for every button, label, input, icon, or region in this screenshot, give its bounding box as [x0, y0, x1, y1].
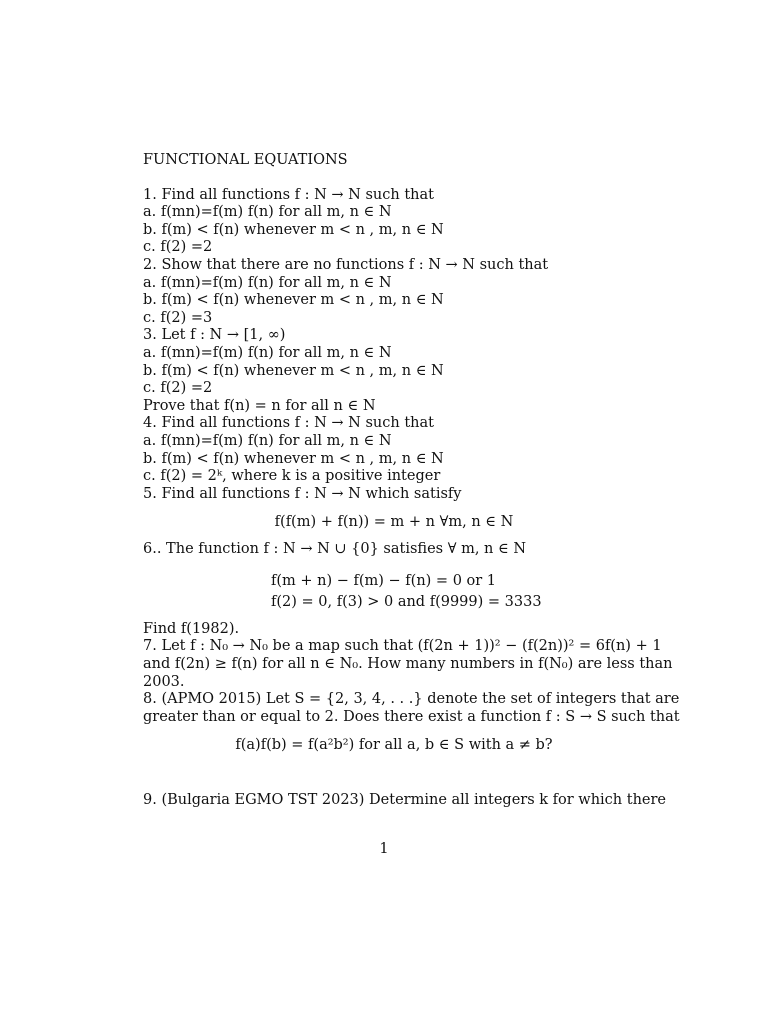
- problem-7-line-2: and f(2n) ≥ f(n) for all n ∈ N₀. How many numbers in f(N₀) are less than: [143, 656, 673, 673]
- problem-3-condition-c: c. f(2) =2: [143, 380, 213, 397]
- problem-4-condition-c: c. f(2) = 2ᵏ, where k is a positive integer: [143, 468, 441, 485]
- problem-4-statement: 4. Find all functions f : N → N such that: [143, 415, 434, 432]
- page-number: 1: [379, 841, 389, 857]
- problem-5-statement: 5. Find all functions f : N → N which satisfy: [143, 485, 462, 502]
- problem-1-condition-a: a. f(mn)=f(m) f(n) for all m, n ∈ N: [143, 204, 392, 221]
- problem-6-equation-1: f(m + n) − f(m) − f(n) = 0 or 1: [271, 572, 497, 589]
- problem-2-condition-c: c. f(2) =3: [143, 309, 213, 326]
- problem-8-line-2: greater than or equal to 2. Does there exist a function f : S → S such that: [143, 708, 680, 725]
- problem-2-condition-a: a. f(mn)=f(m) f(n) for all m, n ∈ N: [143, 274, 392, 291]
- problem-1-condition-c: c. f(2) =2: [143, 239, 213, 256]
- problem-4-condition-a: a. f(mn)=f(m) f(n) for all m, n ∈ N: [143, 432, 392, 449]
- problem-2-statement: 2. Show that there are no functions f : N → N such that: [143, 256, 549, 273]
- problem-9-line-1: 9. (Bulgaria EGMO TST 2023) Determine all integers k for which there: [143, 792, 667, 809]
- problem-1-condition-b: b. f(m) < f(n) whenever m < n , m, n ∈ N: [143, 221, 444, 238]
- document-body: [143, 152, 680, 810]
- problem-7-line-3: 2003.: [143, 673, 185, 690]
- problem-2-condition-b: b. f(m) < f(n) whenever m < n , m, n ∈ N: [143, 292, 444, 309]
- problem-7-line-1: 7. Let f : N₀ → N₀ be a map such that (f(2n + 1))² − (f(2n))² = 6f(n) + 1: [143, 638, 662, 655]
- page-title: FUNCTIONAL EQUATIONS: [143, 152, 348, 168]
- problem-8-equation: f(a)f(b) = f(a²b²) for all a, b ∈ S with a ≠ b?: [235, 737, 553, 754]
- problem-3-claim: Prove that f(n) = n for all n ∈ N: [143, 397, 376, 414]
- problem-6-equation-2: f(2) = 0, f(3) > 0 and f(9999) = 3333: [271, 593, 542, 610]
- problem-3-condition-b: b. f(m) < f(n) whenever m < n , m, n ∈ N: [143, 362, 444, 379]
- problem-5-equation: f(f(m) + f(n)) = m + n ∀m, n ∈ N: [274, 514, 514, 531]
- problem-4-condition-b: b. f(m) < f(n) whenever m < n , m, n ∈ N: [143, 450, 444, 467]
- problem-6-statement: 6.. The function f : N → N ∪ {0} satisfies ∀ m, n ∈ N: [143, 541, 527, 558]
- problem-6-question: Find f(1982).: [143, 620, 240, 637]
- problem-1-statement: 1. Find all functions f : N → N such that: [143, 186, 434, 203]
- problem-8-line-1: 8. (APMO 2015) Let S = {2, 3, 4, . . .} denote the set of integers that are: [143, 691, 680, 708]
- problem-3-condition-a: a. f(mn)=f(m) f(n) for all m, n ∈ N: [143, 344, 392, 361]
- problem-6-equations: [271, 571, 645, 613]
- problem-3-statement: 3. Let f : N → [1, ∞): [143, 327, 286, 344]
